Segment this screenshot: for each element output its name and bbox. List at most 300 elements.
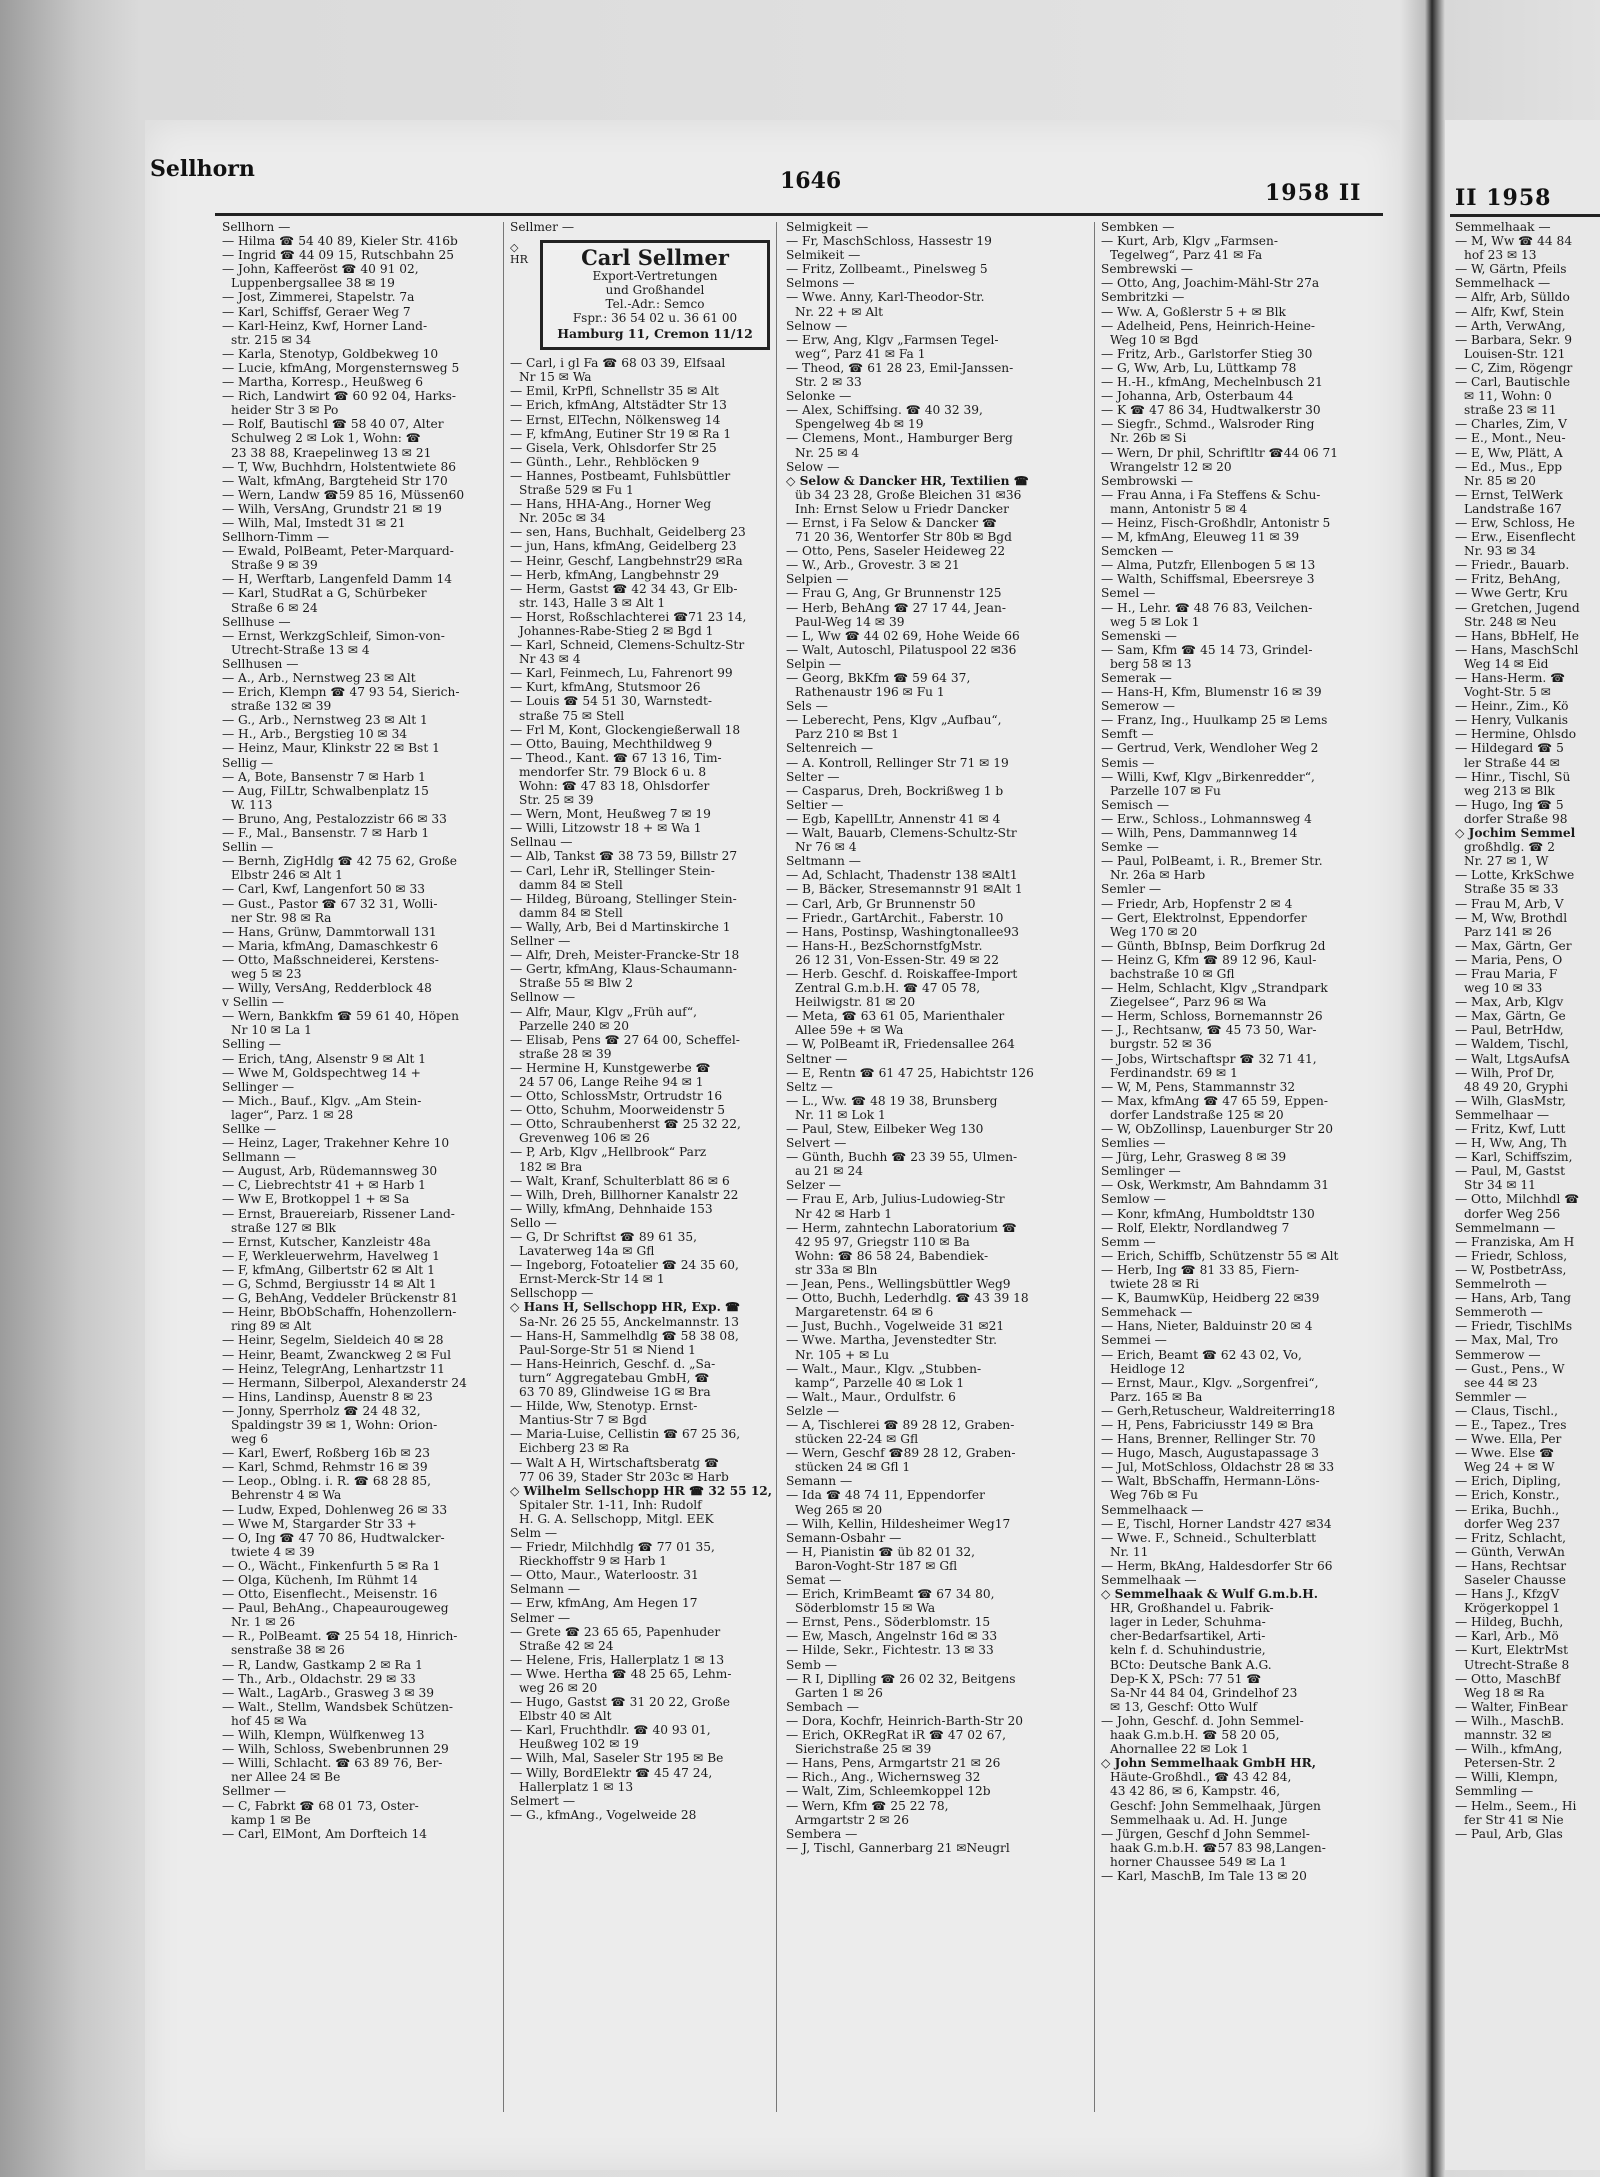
directory-entry-line: twiete 28 ✉ Ri xyxy=(1110,1277,1199,1292)
directory-entry-line: ✉ 11, Wohn: 0 xyxy=(1464,389,1552,404)
directory-entry-line: — Erich, Beamt ☎ 62 43 02, Vo, xyxy=(1101,1347,1302,1362)
directory-entry-line: — Wern, Mont, Heußweg 7 ✉ 19 xyxy=(510,807,711,822)
directory-entry-line: — Karl, MaschB, Im Tale 13 ✉ 20 xyxy=(1101,1868,1307,1883)
directory-entry-line: — Carl, i gl Fa ☎ 68 03 39, Elfsaal xyxy=(510,356,726,371)
directory-entry-line: — Karl, Schmd, Rehmstr 16 ✉ 39 xyxy=(222,1460,428,1475)
directory-entry-line: — W, ObZollinsp, Lauenburger Str 20 xyxy=(1101,1122,1334,1136)
directory-entry-line: — Otto, Buchh, Lederhdlg. ☎ 43 39 18 xyxy=(786,1291,1029,1306)
directory-entry-line: Nr 15 ✉ Wa xyxy=(519,370,592,385)
directory-entry-line: — Gertrud, Verk, Wendloher Weg 2 xyxy=(1101,741,1319,756)
directory-entry-line: — Alb, Tankst ☎ 38 73 59, Billstr 27 xyxy=(510,849,738,864)
directory-entry-line: — Jobs, Wirtschaftspr ☎ 32 71 41, xyxy=(1101,1051,1317,1066)
directory-entry-line: — A, Bote, Bansenstr 7 ✉ Harb 1 xyxy=(222,769,426,784)
directory-entry-line: damm 84 ✉ Stell xyxy=(519,877,623,892)
directory-entry-line: — Günth, BbInsp, Beim Dorfkrug 2d xyxy=(1101,938,1326,953)
directory-entry-line: Parz 210 ✉ Bst 1 xyxy=(795,727,899,742)
directory-entry-line: cher-Bedarfsartikel, Arti- xyxy=(1110,1629,1266,1644)
directory-entry-line: — Herb, kfmAng, Langbehnstr 29 xyxy=(510,567,720,582)
page-number: 1646 xyxy=(780,168,842,194)
directory-entry-line: — J, Tischl, Gannerbarg 21 ✉Neugrl xyxy=(786,1840,1010,1855)
directory-entry-line: Semel — xyxy=(1101,586,1156,601)
directory-entry-line: — Bruno, Ang, Pestalozzistr 66 ✉ 33 xyxy=(222,811,447,826)
directory-entry-line: — Willi, Kwf, Klgv „Birkenredder“, xyxy=(1101,769,1315,784)
directory-entry-line: 77 06 39, Stader Str 203c ✉ Harb xyxy=(519,1469,729,1484)
directory-column-4 xyxy=(1101,220,1401,1883)
directory-entry-line: — Franz, Ing., Huulkamp 25 ✉ Lems xyxy=(1101,713,1328,728)
directory-entry-line: — F, kfmAng, Gilbertstr 62 ✉ Alt 1 xyxy=(222,1262,435,1277)
directory-entry-line: hof 45 ✉ Wa xyxy=(231,1713,307,1728)
directory-entry-line: — Erw, kfmAng, Am Hegen 17 xyxy=(510,1596,698,1611)
directory-entry-line: Zentral G.m.b.H. ☎ 47 05 78, xyxy=(795,981,981,996)
directory-entry-line: Selmann — xyxy=(510,1582,581,1597)
directory-entry-line: Sello — xyxy=(510,1215,557,1230)
directory-entry-line: — Ingeborg, Fotoatelier ☎ 24 35 60, xyxy=(510,1258,739,1273)
directory-entry-line: — Lotte, KrkSchwe xyxy=(1455,868,1575,883)
directory-entry-line: Sembken — xyxy=(1101,220,1175,234)
directory-entry-line: mann, Antonistr 5 ✉ 4 xyxy=(1110,501,1248,516)
directory-entry-line: Seltenreich — xyxy=(786,741,874,756)
directory-entry-line: Hallerplatz 1 ✉ 13 xyxy=(519,1779,634,1794)
directory-entry-line: — Hugo, Ing ☎ 5 xyxy=(1455,797,1564,812)
directory-entry-line: — Erich, Konstr., xyxy=(1455,1488,1560,1503)
directory-entry-line: — R., PolBeamt. ☎ 25 54 18, Hinrich- xyxy=(222,1629,458,1644)
directory-column-1 xyxy=(222,220,500,1841)
directory-entry-line: — Karl, StudRat a G, Schürbeker xyxy=(222,586,427,601)
directory-entry-line: — Helene, Fris, Hallerplatz 1 ✉ 13 xyxy=(510,1652,725,1667)
directory-entry-line: — Heinr, BbObSchaffn, Hohenzollern- xyxy=(222,1305,457,1320)
directory-entry-line: — Walt, LtgsAufsA xyxy=(1455,1051,1570,1066)
directory-entry-line: Sellhusen — xyxy=(222,656,299,671)
directory-entry-line: — Siegfr., Schmd., Walsroder Ring xyxy=(1101,417,1315,432)
directory-entry-line: weg 26 ✉ 20 xyxy=(519,1681,598,1695)
directory-entry-line: — Lucie, kfmAng, Morgensternsweg 5 xyxy=(222,360,460,375)
directory-entry-line: — B, Bäcker, Stresemannstr 91 ✉Alt 1 xyxy=(786,882,1023,897)
directory-entry-line: Parzelle 107 ✉ Fu xyxy=(1110,783,1221,798)
directory-entry-line: fer Str 41 ✉ Nie xyxy=(1464,1812,1564,1827)
directory-entry-line: — Hildegard ☎ 5 xyxy=(1455,741,1564,756)
registered-label: HR xyxy=(510,253,528,267)
directory-entry-line: — Heinr, Segelm, Sieldeich 40 ✉ 28 xyxy=(222,1333,444,1348)
directory-entry-line: — Alfr, Maur, Klgv „Früh auf“, xyxy=(510,1004,698,1019)
directory-entry-line: Nr. 1 ✉ 26 xyxy=(231,1615,296,1630)
directory-entry-line: Nr. 26a ✉ Harb xyxy=(1110,868,1206,883)
directory-entry-line: — Ad, Schlacht, Thadenstr 138 ✉Alt1 xyxy=(786,868,1018,883)
directory-entry-line: — Karl, Schiffsf, Geraer Weg 7 xyxy=(222,304,411,319)
directory-entry-line: — Charles, Zim, V xyxy=(1455,417,1567,432)
directory-entry-line: Spitaler Str. 1-11, Inh: Rudolf xyxy=(519,1497,702,1512)
directory-entry-line: — Walt, Zim, Schleemkoppel 12b xyxy=(786,1784,991,1799)
directory-entry-line: — Willy, BordElektr ☎ 45 47 24, xyxy=(510,1765,713,1780)
directory-entry-line: Selm — xyxy=(510,1525,558,1540)
directory-entry-line: — Otto, Schraubenherst ☎ 25 32 22, xyxy=(510,1117,741,1132)
directory-entry-line: Semann — xyxy=(786,1474,853,1489)
directory-entry-line: — Otto, Milchhdl ☎ xyxy=(1455,1192,1580,1207)
directory-entry-line: — Karl-Heinz, Kwf, Horner Land- xyxy=(222,318,428,333)
directory-entry-line: — Fritz, BehAng, xyxy=(1455,572,1561,587)
directory-entry-line: Semmelroth — xyxy=(1455,1277,1547,1292)
directory-entry-line: Semmelhaar — xyxy=(1455,1107,1550,1122)
directory-entry-line: — Ernst, Brauereiarb, Rissener Land- xyxy=(222,1206,455,1221)
directory-entry-line: — Herb, Ing ☎ 81 33 85, Fiern- xyxy=(1101,1262,1300,1277)
directory-entry-line: — Fritz, Zollbeamt., Pinelsweg 5 xyxy=(786,262,988,277)
directory-entry-line: ✉ 13, Geschf: Otto Wulf xyxy=(1110,1699,1257,1714)
directory-entry-line: — Wern, Geschf ☎89 28 12, Graben- xyxy=(786,1446,1016,1461)
directory-entry-line: — Hans, Grünw, Dammtorwall 131 xyxy=(222,924,437,939)
directory-entry-line: — F, Werkleuerwehrm, Havelweg 1 xyxy=(222,1248,440,1263)
directory-entry-line: — Heinz G, Kfm ☎ 89 12 96, Kaul- xyxy=(1101,952,1317,967)
directory-entry-line: ◇ Semmelhaak & Wulf G.m.b.H. xyxy=(1101,1587,1318,1602)
directory-entry-line: 23 38 88, Kraepelinweg 13 ✉ 21 xyxy=(231,445,432,460)
directory-entry-line: — Willy, kfmAng, Dehnhaide 153 xyxy=(510,1201,713,1216)
directory-entry-line: — Olga, Küchenh, Im Rühmt 14 xyxy=(222,1573,418,1587)
directory-entry-line: — Casparus, Dreh, Bockrißweg 1 b xyxy=(786,783,1004,798)
directory-entry-line: — Wwe. Hertha ☎ 48 25 65, Lehm- xyxy=(510,1666,732,1681)
directory-entry-line: — Erw., Schloss., Lohmannsweg 4 xyxy=(1101,811,1312,826)
directory-entry-line: — Paul, BetrHdw, xyxy=(1455,1023,1564,1038)
directory-entry-line: Semenski — xyxy=(1101,628,1177,643)
directory-entry-line: — Karl, Feinmech, Lu, Fahrenort 99 xyxy=(510,666,733,681)
directory-entry-line: — E, Tischl, Horner Landstr 427 ✉34 xyxy=(1101,1516,1332,1531)
directory-entry-line: Seltier — xyxy=(786,797,844,812)
directory-entry-line: str. 143, Halle 3 ✉ Alt 1 xyxy=(519,595,666,610)
directory-entry-line: — Wern, Landw ☎59 85 16, Müssen60 xyxy=(222,487,465,502)
directory-entry-line: Louisen-Str. 121 xyxy=(1464,346,1566,361)
directory-entry-line: — Walt., Stellm, Wandsbek Schützen- xyxy=(222,1699,454,1714)
directory-entry-line: Sellin — xyxy=(222,840,274,855)
directory-entry-line: — Wilh, Pens, Dammannweg 14 xyxy=(1101,826,1298,841)
directory-entry-line: — Wwe. Else ☎ xyxy=(1455,1446,1555,1461)
directory-entry-line: — E., Mont., Neu- xyxy=(1455,431,1566,446)
directory-entry-line: — Meta, ☎ 63 61 05, Marienthaler xyxy=(786,1009,1005,1024)
directory-entry-line: — Kurt, Arb, Klgv „Farmsen- xyxy=(1101,234,1278,249)
directory-entry-line: — Hans, MaschSchl xyxy=(1455,642,1579,657)
directory-entry-line: — Friedr, Milchhdlg ☎ 77 01 35, xyxy=(510,1540,715,1555)
directory-entry-line: — Günth, Buchh ☎ 23 39 55, Ulmen- xyxy=(786,1150,1018,1165)
directory-entry-line: Geschf: John Semmelhaak, Jürgen xyxy=(1110,1798,1321,1813)
directory-entry-line: — Max, Mal, Tro xyxy=(1455,1333,1559,1348)
directory-entry-line: — Otto, Bauing, Mechthildweg 9 xyxy=(510,736,713,751)
directory-entry-line: — Erika, Buchh., xyxy=(1455,1502,1560,1517)
directory-entry-line: kamp 1 ✉ Be xyxy=(231,1812,311,1827)
directory-entry-line: — Aug, FilLtr, Schwalbenplatz 15 xyxy=(222,783,429,798)
header-left-title: Sellhorn xyxy=(150,156,255,182)
directory-entry-line: — Ludw, Exped, Dohlenweg 26 ✉ 33 xyxy=(222,1502,448,1517)
directory-entry-line: Allee 59e + ✉ Wa xyxy=(795,1023,904,1038)
directory-entry-line: dorfer Straße 98 xyxy=(1464,811,1568,826)
directory-entry-line: Weg 265 ✉ 20 xyxy=(795,1502,883,1517)
directory-entry-line: — Louis ☎ 54 51 30, Warnstedt- xyxy=(510,694,713,709)
directory-entry-line: Sellinger — xyxy=(222,1079,295,1094)
directory-entry-line: Petersen-Str. 2 xyxy=(1464,1756,1556,1771)
directory-entry-line: — E, Ww, Plätt, A xyxy=(1455,445,1563,460)
directory-entry-line: — Hins, Landinsp, Auenstr 8 ✉ 23 xyxy=(222,1389,433,1404)
directory-entry-line: keln f. d. Schuhindustrie, xyxy=(1110,1643,1266,1658)
directory-entry-line: Nr. 22 + ✉ Alt xyxy=(795,304,884,319)
directory-entry-line: Parz 141 ✉ 26 xyxy=(1464,924,1552,939)
directory-entry-line: — Willi, Litzowstr 18 + ✉ Wa 1 xyxy=(510,821,702,836)
directory-entry-line: weg“, Parz 41 ✉ Fa 1 xyxy=(795,346,926,361)
directory-entry-line: Selvert — xyxy=(786,1136,847,1151)
directory-entry-line: ◇ Hans H, Sellschopp HR, Exp. ☎ xyxy=(510,1300,741,1315)
directory-entry-line: — Erich, Dipling, xyxy=(1455,1474,1561,1489)
directory-entry-line: Nr 42 ✉ Harb 1 xyxy=(795,1206,892,1221)
directory-entry-line: — Carl, Bautischle xyxy=(1455,375,1571,390)
directory-entry-line: — Hans-H., BezSchornstfgMstr. xyxy=(786,938,983,953)
directory-entry-line: — Walt., Maur., Ordulfstr. 6 xyxy=(786,1389,956,1404)
directory-entry-line: — Ewald, PolBeamt, Peter-Marquard- xyxy=(222,544,454,559)
directory-entry-line: — Wwe. F., Schneid., Schulterblatt xyxy=(1101,1530,1317,1545)
directory-entry-line: — F, kfmAng, Eutiner Str 19 ✉ Ra 1 xyxy=(510,426,732,441)
directory-entry-line: Seltner — xyxy=(786,1051,848,1066)
directory-entry-line: straße 28 ✉ 39 xyxy=(519,1046,612,1061)
directory-entry-line: Krögerkoppel 1 xyxy=(1464,1601,1561,1616)
directory-entry-line: — Hilde, Ww, Stenotyp. Ernst- xyxy=(510,1399,698,1414)
directory-column-2 xyxy=(510,220,774,1822)
directory-entry-line: — Carl, Lehr iR, Stellinger Stein- xyxy=(510,863,715,878)
directory-entry-line: — John, Kaffeeröst ☎ 40 91 02, xyxy=(222,262,419,277)
directory-entry-line: Nr. 205c ✉ 34 xyxy=(519,511,606,526)
directory-entry-line: — Wwe. Ella, Per xyxy=(1455,1432,1562,1447)
directory-entry-line: Behrenstr 4 ✉ Wa xyxy=(231,1488,342,1503)
directory-entry-line: — H, Pianistin ☎ üb 82 01 32, xyxy=(786,1544,976,1559)
directory-entry-line: — Adelheid, Pens, Heinrich-Heine- xyxy=(1101,318,1316,333)
directory-entry-line: — R I, Diplling ☎ 26 02 32, Beitgens xyxy=(786,1671,1016,1686)
directory-entry-line: — Heinr, Beamt, Zwanckweg 2 ✉ Ful xyxy=(222,1347,451,1362)
directory-entry-line: — Heinr, Geschf, Langbehnstr29 ✉Ra xyxy=(510,553,743,568)
directory-entry-line: Semcken — xyxy=(1101,544,1174,559)
ad-line: und Großhandel xyxy=(605,283,705,298)
directory-entry-line: horner Chaussee 549 ✉ La 1 xyxy=(1110,1854,1288,1869)
directory-entry-line: Sellmann — xyxy=(222,1150,296,1165)
directory-entry-line: — O., Wächt., Finkenfurth 5 ✉ Ra 1 xyxy=(222,1558,441,1573)
directory-entry-line: H. G. A. Sellschopp, Mitgl. EEK xyxy=(519,1511,714,1526)
directory-entry-line: — Karl, Schneid, Clemens-Schultz-Str xyxy=(510,638,745,653)
directory-entry-line: Semmelhaak u. Ad. H. Junge xyxy=(1110,1812,1288,1827)
directory-entry-line: stücken 22-24 ✉ Gfl xyxy=(795,1432,919,1447)
directory-entry-line: — Alma, Putzfr, Ellenbogen 5 ✉ 13 xyxy=(1101,558,1316,573)
directory-entry-line: Selter — xyxy=(786,769,840,784)
directory-entry-line: — Hans, Brenner, Rellinger Str. 70 xyxy=(1101,1432,1316,1447)
directory-entry-line: — Frau Anna, i Fa Steffens & Schu- xyxy=(1101,487,1321,502)
directory-entry-line: Weg 14 ✉ Eid xyxy=(1464,656,1549,671)
directory-entry-line: — M, Ww ☎ 44 84 xyxy=(1455,234,1573,249)
directory-entry-line: Sembrewski — xyxy=(1101,262,1193,277)
directory-entry-line: — Jonny, Sperrholz ☎ 24 48 32, xyxy=(222,1403,421,1418)
directory-entry-line: — Frau G, Ang, Gr Brunnenstr 125 xyxy=(786,586,1002,601)
directory-entry-line: Utrecht-Straße 8 xyxy=(1464,1657,1570,1672)
directory-entry-line: BCto: Deutsche Bank A.G. xyxy=(1110,1657,1272,1672)
directory-entry-line: — F., Mal., Bansenstr. 7 ✉ Harb 1 xyxy=(222,826,430,841)
directory-entry-line: — Gerh,Retuscheur, Waldreiterring18 xyxy=(1101,1403,1336,1418)
directory-entry-line: Semmeroth — xyxy=(1455,1305,1543,1320)
directory-entry-line: — Hans, Pens, Armgartstr 21 ✉ 26 xyxy=(786,1756,1001,1771)
directory-entry-line: — Wilh, Mal, Saseler Str 195 ✉ Be xyxy=(510,1751,724,1766)
directory-entry-line: Selmigkeit — xyxy=(786,220,869,234)
directory-entry-line: — Ernst, TelWerk xyxy=(1455,487,1563,502)
directory-entry-line: dorfer Landstraße 125 ✉ 20 xyxy=(1110,1107,1284,1122)
directory-entry-line: Weg 76b ✉ Fu xyxy=(1110,1488,1198,1503)
directory-entry-line: — Henry, Vulkanis xyxy=(1455,713,1569,728)
directory-entry-line: — Erich, OKRegRat iR ☎ 47 02 67, xyxy=(786,1728,1007,1743)
column-divider xyxy=(776,222,777,2112)
directory-entry-line: — Carl, Kwf, Langenfort 50 ✉ 33 xyxy=(222,882,425,897)
directory-entry-line: Seltz — xyxy=(786,1079,833,1094)
directory-entry-line: Semke — xyxy=(1101,840,1159,855)
directory-entry-line: — Otto, Schuhm, Moorweidenstr 5 xyxy=(510,1103,725,1118)
directory-entry-line: Straße 529 ✉ Fu 1 xyxy=(519,483,634,498)
directory-entry-line: — Dora, Kochfr, Heinrich-Barth-Str 20 xyxy=(786,1713,1024,1728)
directory-entry-line: Nr. 27 ✉ 1, W xyxy=(1464,854,1549,869)
registered-marker: ◇ xyxy=(510,241,519,255)
directory-entry-line: — Ww E, Brotkoppel 1 + ✉ Sa xyxy=(222,1192,410,1207)
directory-entry-line: Nr. 85 ✉ 20 xyxy=(1464,473,1536,488)
directory-entry-line: — Friedr., Bauarb. xyxy=(1455,558,1570,573)
directory-entry-line: — Elisab, Pens ☎ 27 64 00, Scheffel- xyxy=(510,1032,740,1047)
directory-entry-line: Straße 55 ✉ Blw 2 xyxy=(519,976,633,991)
directory-entry-line: — Theod., Kant. ☎ 67 13 16, Tim- xyxy=(510,750,722,765)
directory-entry-line: — Erich, kfmAng, Altstädter Str 13 xyxy=(510,398,727,413)
directory-entry-line: Sellhorn-Timm — xyxy=(222,530,330,545)
directory-entry-line: — Sam, Kfm ☎ 45 14 73, Grindel- xyxy=(1101,642,1313,657)
directory-entry-line: — Hugo, Masch, Augustapassage 3 xyxy=(1101,1446,1320,1461)
ad-address: Hamburg 11, Cremon 11/12 xyxy=(557,326,753,342)
directory-entry-line: Häute-Großhdl., ☎ 43 42 84, xyxy=(1110,1770,1292,1785)
directory-entry-line: — Gust., Pens., W xyxy=(1455,1361,1565,1376)
directory-entry-line: — Hans J., KfzgV xyxy=(1455,1587,1560,1602)
directory-entry-line: — Hans, Rechtsar xyxy=(1455,1558,1567,1573)
directory-entry-line: Semerak — xyxy=(1101,671,1172,685)
directory-entry-line: — Rolf, Elektr, Nordlandweg 7 xyxy=(1101,1220,1290,1235)
directory-entry-line: Weg 170 ✉ 20 xyxy=(1110,924,1198,939)
directory-entry-line: au 21 ✉ 24 xyxy=(795,1164,863,1179)
directory-entry-line: — P, Arb, Klgv „Hellbrook“ Parz xyxy=(510,1145,707,1160)
directory-entry-line: Semmling — xyxy=(1455,1784,1534,1799)
directory-entry-line: 71 20 36, Wentorfer Str 80b ✉ Bgd xyxy=(795,530,1012,545)
directory-entry-line: — Kurt, kfmAng, Stutsmoor 26 xyxy=(510,680,701,695)
directory-entry-line: lager in Leder, Schuhma- xyxy=(1110,1615,1266,1630)
directory-entry-line: Heußweg 102 ✉ 19 xyxy=(519,1737,639,1752)
directory-entry-line: — Hans-H, Kfm, Blumenstr 16 ✉ 39 xyxy=(1101,685,1322,700)
directory-entry-line: — G, BehAng, Veddeler Brückenstr 81 xyxy=(222,1291,459,1306)
directory-entry-line: — Frl M, Kont, Glockengießerwall 18 xyxy=(510,722,741,737)
directory-entry-line: Straße 42 ✉ 24 xyxy=(519,1638,614,1653)
directory-entry-line: 24 57 06, Lange Reihe 94 ✉ 1 xyxy=(519,1074,704,1089)
directory-entry-line: ner Str. 98 ✉ Ra xyxy=(231,910,332,925)
directory-entry-line: Sellner — xyxy=(510,934,571,949)
directory-entry-line: — Max, Gärtn, Ger xyxy=(1455,938,1572,953)
directory-entry-line: — Ernst, Kutscher, Kanzleistr 48a xyxy=(222,1234,431,1249)
directory-entry-line: Voght-Str. 5 ✉ xyxy=(1464,685,1552,700)
directory-entry-line: — M, kfmAng, Eleuweg 11 ✉ 39 xyxy=(1101,530,1300,545)
directory-entry-line: Selmert — xyxy=(510,1793,576,1808)
directory-entry-line: Semisch — xyxy=(1101,797,1170,812)
directory-entry-line: — Jost, Zimmerei, Stapelstr. 7a xyxy=(222,290,415,305)
directory-entry-line: — Herb, BehAng ☎ 27 17 44, Jean- xyxy=(786,600,1007,615)
directory-entry-line: — Rich, Landwirt ☎ 60 92 04, Harks- xyxy=(222,389,457,404)
directory-entry-line: — G, Ww, Arb, Lu, Lüttkamp 78 xyxy=(1101,360,1297,375)
directory-entry-line: Nr. 26b ✉ Si xyxy=(1110,431,1187,446)
directory-entry-line: Wrangelstr 12 ✉ 20 xyxy=(1110,459,1232,474)
directory-entry-line: dorfer Weg 256 xyxy=(1464,1206,1561,1221)
directory-entry-line: — Max, Gärtn, Ge xyxy=(1455,1009,1566,1024)
directory-entry-line: Semat — xyxy=(786,1573,842,1587)
directory-entry-line: Luppenbergsallee 38 ✉ 19 xyxy=(231,276,395,291)
directory-entry-line: Selmons — xyxy=(786,276,855,291)
directory-entry-line: — Alfr, Kwf, Stein xyxy=(1455,304,1565,319)
directory-entry-line: Saseler Chausse xyxy=(1464,1573,1566,1587)
ad-line: Export-Vertretungen xyxy=(592,269,718,284)
directory-entry-line: — Wilh, Kellin, Hildesheimer Weg17 xyxy=(786,1516,1011,1531)
directory-entry-line: — Hans, Postinsp, Washingtonallee93 xyxy=(786,924,1020,939)
directory-entry-line: — Paul, BehAng., Chapeaurougeweg xyxy=(222,1601,449,1616)
directory-entry-line: Nr 10 ✉ La 1 xyxy=(231,1023,312,1038)
directory-entry-line: — Wwe M, Stargarder Str 33 + xyxy=(222,1516,417,1531)
directory-entry-line: — jun, Hans, kfmAng, Geidelberg 23 xyxy=(510,539,737,554)
directory-entry-line: burgstr. 52 ✉ 36 xyxy=(1110,1037,1212,1052)
directory-entry-line: — Frau Maria, F xyxy=(1455,966,1558,981)
directory-entry-line: hof 23 ✉ 13 xyxy=(1464,248,1537,263)
directory-entry-line: — Georg, BkKfm ☎ 59 64 37, xyxy=(786,671,971,685)
directory-entry-line: — Ed., Mus., Epp xyxy=(1455,459,1563,474)
directory-entry-line: — sen, Hans, Buchhalt, Geidelberg 23 xyxy=(510,525,746,540)
directory-entry-line: v Sellin — xyxy=(222,995,284,1010)
directory-entry-line: — Otto, SchlossMstr, Ortrudstr 16 xyxy=(510,1089,723,1104)
directory-entry-line: — Wilh, Klempn, Wülfkenweg 13 xyxy=(222,1728,425,1743)
directory-entry-line: Eichberg 23 ✉ Ra xyxy=(519,1441,630,1456)
directory-entry-line: — Otto, MaschBf xyxy=(1455,1671,1561,1686)
directory-entry-line: — Friedr, Schloss, xyxy=(1455,1248,1568,1263)
advertisement-box xyxy=(540,240,770,350)
directory-entry-line: Nr. 11 xyxy=(1110,1544,1149,1559)
directory-entry-line: Semmei — xyxy=(1101,1333,1167,1348)
directory-entry-line: — H, Ww, Ang, Th xyxy=(1455,1136,1567,1151)
directory-entry-line: — Walt, Bauarb, Clemens-Schultz-Str xyxy=(786,826,1017,841)
directory-entry-line: — Wwe. Martha, Jevenstedter Str. xyxy=(786,1333,997,1348)
directory-entry-line: — A. Kontroll, Rellinger Str 71 ✉ 19 xyxy=(786,755,1009,770)
directory-entry-line: Grevenweg 106 ✉ 26 xyxy=(519,1131,650,1146)
directory-entry-line: — Heinz, Lager, Trakehner Kehre 10 xyxy=(222,1136,450,1151)
directory-entry-line: — Karl, Fruchthdlr. ☎ 40 93 01, xyxy=(510,1723,711,1738)
directory-entry-line: 63 70 89, Glindweise 1G ✉ Bra xyxy=(519,1385,711,1400)
directory-entry-line: Str 34 ✉ 11 xyxy=(1464,1178,1536,1193)
directory-entry-line: — Erich, tAng, Alsenstr 9 ✉ Alt 1 xyxy=(222,1051,427,1066)
directory-entry-line: Sembritzki — xyxy=(1101,290,1185,305)
directory-entry-line: ◇ Selow & Dancker HR, Textilien ☎ xyxy=(786,473,1029,488)
directory-entry-line: Sellig — xyxy=(222,755,274,770)
directory-entry-line: Ahornallee 22 ✉ Lok 1 xyxy=(1110,1742,1249,1757)
directory-entry-line: — W, PostbetrAss, xyxy=(1455,1262,1567,1277)
directory-entry-line: senstraße 38 ✉ 26 xyxy=(231,1643,345,1658)
directory-entry-line: — Hermine H, Kunstgewerbe ☎ xyxy=(510,1060,711,1075)
directory-entry-line: — Theod, ☎ 61 28 23, Emil-Janssen- xyxy=(786,360,1014,375)
directory-entry-line: — Johanna, Arb, Osterbaum 44 xyxy=(1101,389,1294,404)
directory-entry-line: Sellnau — xyxy=(510,835,573,850)
directory-entry-line: — Max, kfmAng ☎ 47 65 59, Eppen- xyxy=(1101,1093,1328,1108)
directory-entry-line: straße 127 ✉ Blk xyxy=(231,1220,336,1235)
directory-entry-line: — Karl, Schiffszim, xyxy=(1455,1150,1573,1165)
directory-entry-line: — Ingrid ☎ 44 09 15, Rutschbahn 25 xyxy=(222,248,455,263)
directory-entry-line: — Alfr, Dreh, Meister-Francke-Str 18 xyxy=(510,948,740,963)
directory-entry-line: — Jürgen, Geschf d John Semmel- xyxy=(1101,1826,1310,1841)
directory-entry-line: Heidloge 12 xyxy=(1110,1361,1186,1376)
directory-entry-line: — Hans-Heinrich, Geschf. d. „Sa- xyxy=(510,1356,716,1371)
directory-entry-line: Selpin — xyxy=(786,656,842,671)
directory-entry-line: Sels — xyxy=(786,699,828,714)
directory-entry-line: Semmelhaak — xyxy=(1455,220,1551,234)
directory-entry-line: Tegelweg“, Parz 41 ✉ Fa xyxy=(1110,248,1263,263)
directory-entry-line: — Herm, BkAng, Haldesdorfer Str 66 xyxy=(1101,1558,1333,1573)
directory-entry-line: Elbstr 246 ✉ Alt 1 xyxy=(231,868,343,883)
